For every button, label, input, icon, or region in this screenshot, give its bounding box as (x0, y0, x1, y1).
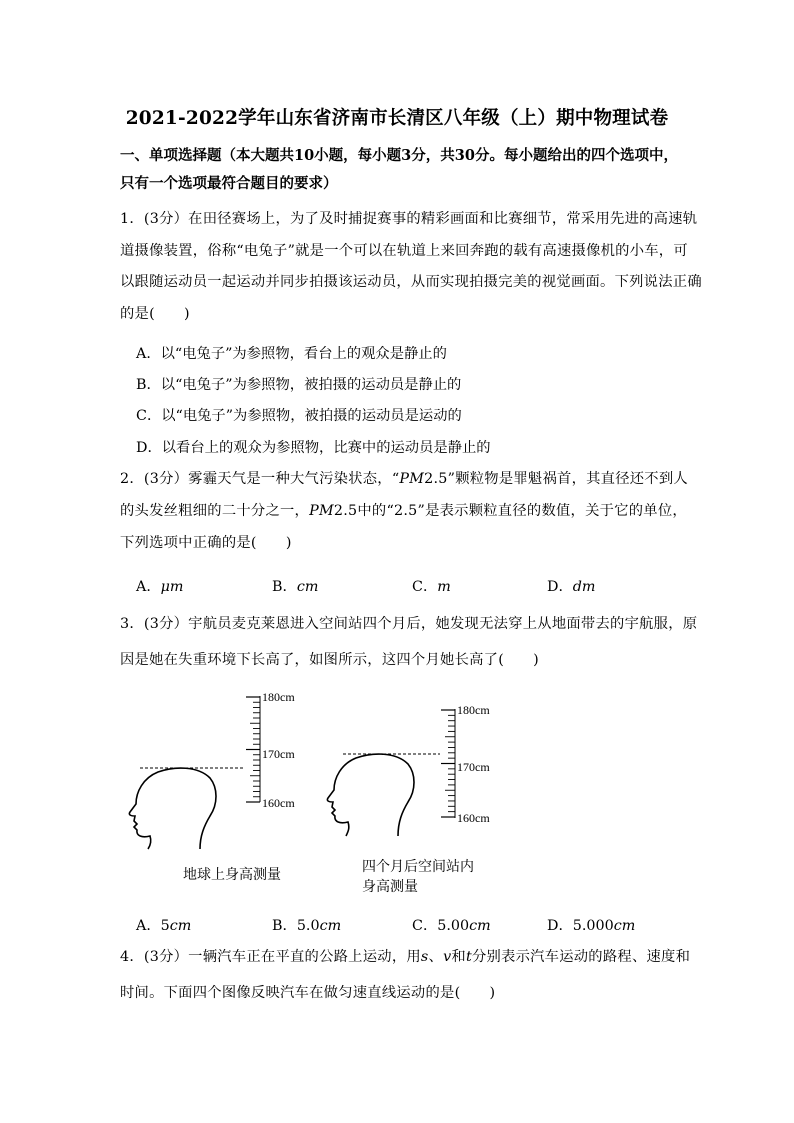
q3-option-d-letter: D． (547, 918, 573, 934)
q2-line-1 (120, 468, 688, 488)
pm-value-2: 2.5 (333, 503, 358, 519)
q3-line-2: 因是她在失重环境下长高了，如图所示，这四个月她长高了( ) (120, 652, 539, 668)
q3-option-c-unit: cm (469, 918, 491, 934)
left-label-180: 180cm (262, 690, 295, 704)
q4-line-1-end: 分别表示汽车运动的路程、速度和 (471, 949, 691, 965)
right-label-170: 170cm (457, 760, 490, 774)
q3-option-d-unit: cm (613, 918, 636, 934)
right-caption-line-2: 身高测量 (362, 879, 418, 895)
q1-option-a: A．以“电兔子”为参照物，看台上的观众是静止的 (136, 346, 447, 362)
right-label-160: 160cm (457, 811, 490, 825)
q3-option-a-letter: A． (136, 918, 161, 934)
right-caption-line-1: 四个月后空间站内 (362, 859, 474, 875)
q3-option-a-value: 5 (160, 918, 170, 934)
q2-option-b-unit: cm (296, 579, 319, 595)
q2-line-2-end: 中的“2.5”是表示颗粒直径的数值，关于它的单位， (357, 503, 687, 519)
q1-line-4: 的是( ) (120, 306, 190, 322)
pm-symbol: PM (399, 471, 425, 487)
q1-option-b: B．以“电兔子”为参照物，被拍摄的运动员是静止的 (136, 377, 462, 393)
q2-option-d-letter: D． (547, 579, 573, 595)
q1-line-2: 道摄像装置，俗称“电兔子”就是一个可以在轨道上来回奔跑的载有高速摄像机的小车，可 (120, 243, 688, 259)
q2-option-b-letter: B． (272, 579, 297, 595)
left-ruler (246, 690, 295, 810)
q2-line-2-start: 的头发丝粗细的二十分之一， (120, 503, 310, 519)
left-ruler-ticks (246, 697, 260, 802)
right-head-silhouette (327, 754, 414, 836)
q4-line-2: 时间。下面四个图像反映汽车在做匀速直线运动的是( ) (120, 985, 496, 1001)
q3-option-c (412, 915, 491, 935)
left-label-170: 170cm (262, 747, 295, 761)
left-head-silhouette (129, 768, 216, 849)
q2-line-1-end: ”颗粒物是罪魁祸首，其直径还不到人 (447, 471, 688, 487)
word-and: 和 (451, 949, 466, 965)
q2-option-a-unit: μm (160, 579, 184, 595)
q2-option-d-unit: dm (572, 579, 596, 595)
section-heading (120, 142, 680, 198)
symbol-s: s (420, 949, 429, 965)
q2-line-1-start: 2．(3分）雾霾天气是一种大气污染状态，“ (120, 471, 400, 487)
separator: 、 (428, 949, 444, 965)
q1-line-1: 1．(3分）在田径赛场上，为了及时捕捉赛事的精彩画面和比赛细节，常采用先进的高速轨 (120, 211, 698, 227)
q2-option-a (136, 576, 183, 596)
q2-option-c (412, 576, 451, 596)
right-label-180: 180cm (457, 703, 490, 717)
left-label-160: 160cm (262, 796, 295, 810)
q1-line-3: 以跟随运动员一起运动并同步拍摄该运动员，从而实现拍摄完美的视觉画面。下列说法正确 (120, 274, 702, 290)
q2-option-a-letter: A． (136, 579, 161, 595)
q2-option-d (547, 576, 595, 596)
right-ruler-ticks (441, 710, 455, 817)
q3-option-b-letter: B． (272, 918, 297, 934)
q4-line-1-start: 4．(3分）一辆汽车正在平直的公路上运动，用 (120, 949, 421, 965)
section-heading-line-2: 只有一个选项最符合题目的要求） (120, 175, 338, 192)
q1-option-c: C．以“电兔子”为参照物，被拍摄的运动员是运动的 (136, 408, 462, 424)
q2-line-2 (120, 500, 687, 520)
q3-option-b (272, 915, 341, 935)
q3-option-c-value: 5.00 (437, 918, 470, 934)
section-heading-line-1: 一、单项选择题（本大题共10小题，每小题3分，共30分。每小题给出的四个选项中， (120, 147, 678, 164)
q2-option-c-unit: m (437, 579, 451, 595)
q1-option-d: D．以看台上的观众为参照物，比赛中的运动员是静止的 (136, 440, 491, 456)
q3-line-1: 3．(3分）宇航员麦克莱恩进入空间站四个月后，她发现无法穿上从地面带去的宇航服，原 (120, 616, 698, 632)
pm-value: 2.5 (424, 471, 448, 487)
pm-symbol-2: PM (309, 503, 334, 519)
q3-option-b-value: 5.0 (296, 918, 320, 934)
q2-option-c-letter: C． (412, 579, 438, 595)
q3-option-a (136, 915, 191, 935)
q3-option-d-value: 5.000 (572, 918, 614, 934)
q4-line-1 (120, 946, 691, 966)
left-caption: 地球上身高测量 (183, 867, 281, 883)
q2-option-b (272, 576, 318, 596)
right-ruler (441, 703, 490, 825)
exam-title: 2021-2022学年山东省济南市长清区八年级（上）期中物理试卷 (125, 108, 669, 129)
symbol-t: t (465, 949, 472, 965)
q3-option-a-unit: cm (169, 918, 192, 934)
q3-option-d (547, 915, 635, 935)
q3-option-b-unit: cm (319, 918, 342, 934)
q2-line-3: 下列选项中正确的是( ) (120, 535, 292, 551)
symbol-v: v (443, 949, 452, 965)
q3-option-c-letter: C． (412, 918, 438, 934)
